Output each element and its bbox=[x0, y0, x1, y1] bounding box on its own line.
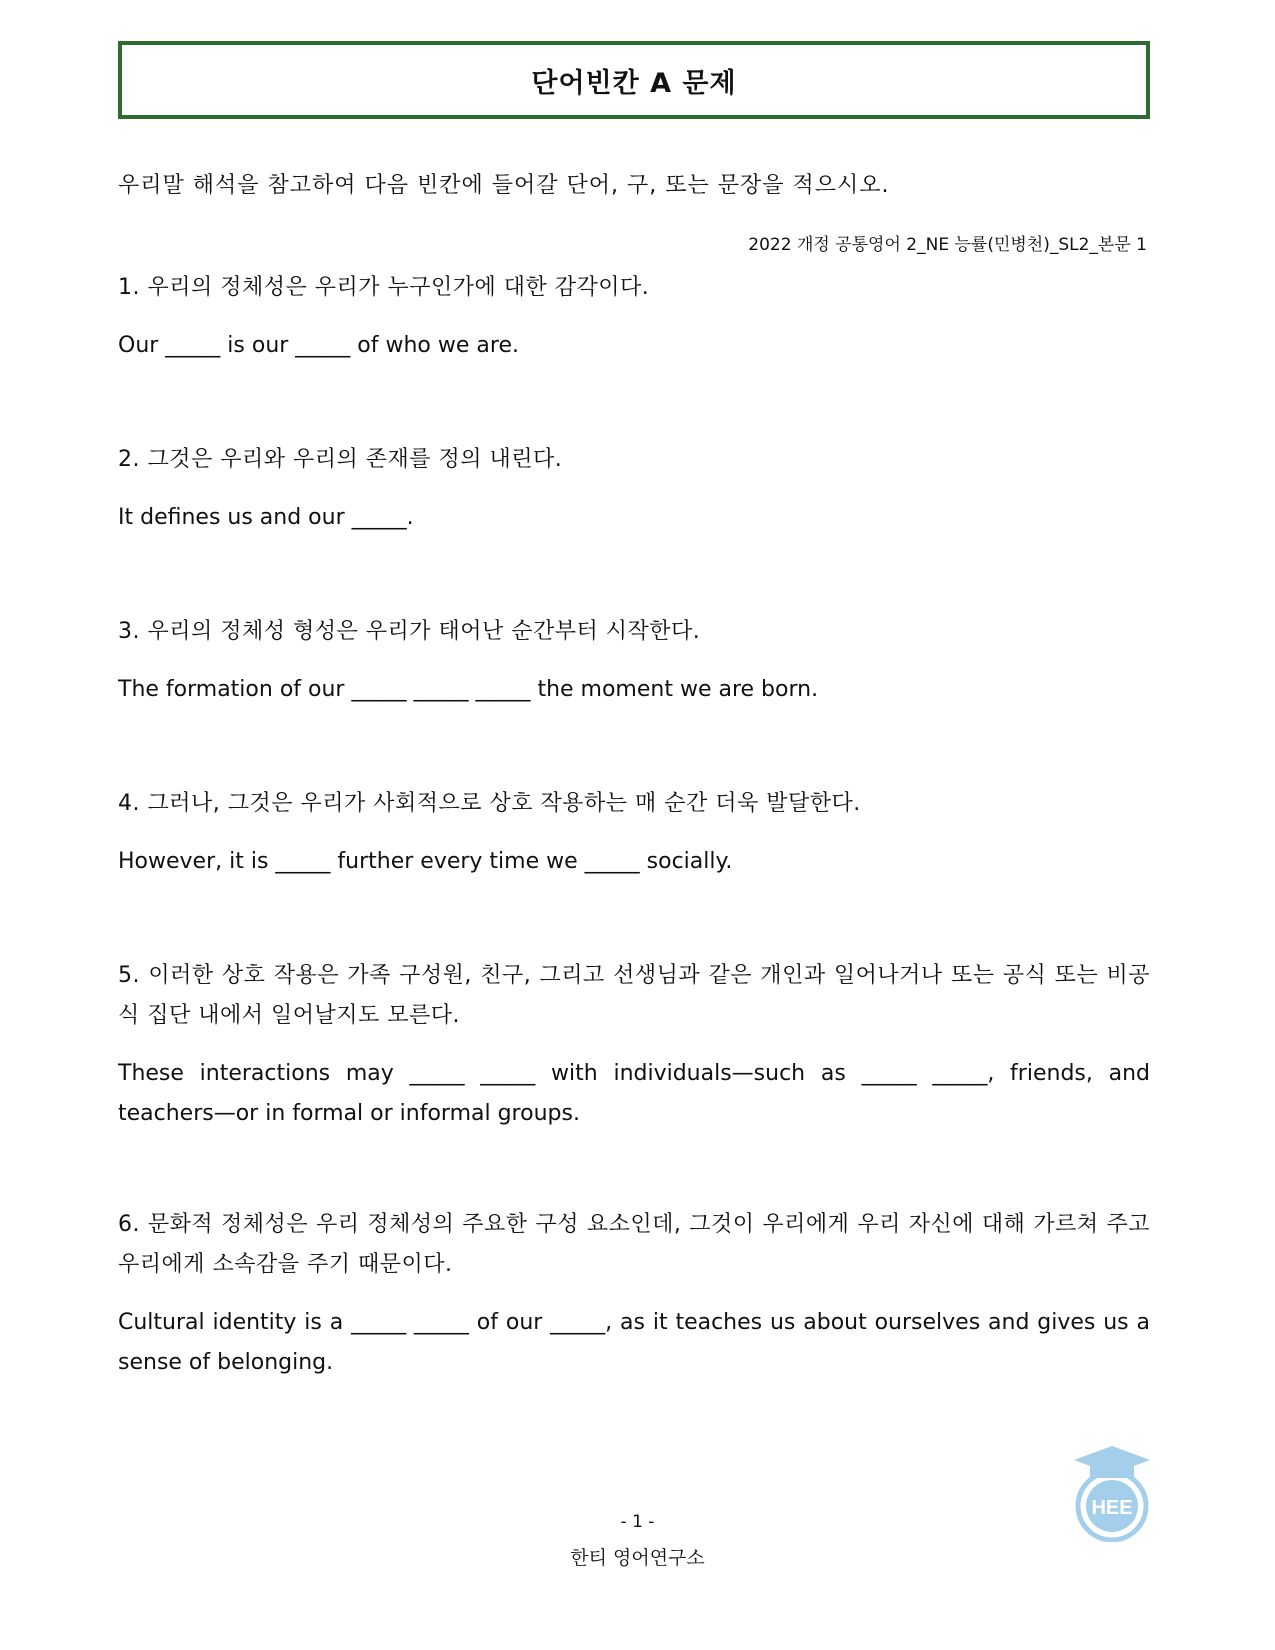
page-title: 단어빈칸 A 문제 bbox=[531, 67, 737, 99]
question-english: Our _____ is our _____ of who we are. bbox=[118, 333, 519, 358]
question-english: These interactions may _____ _____ with individuals—such as _____ _____, friends, and teachers—or in formal or informal groups. bbox=[118, 1061, 1150, 1126]
question-2 bbox=[118, 440, 1150, 538]
page-number: - 1 - bbox=[620, 1512, 655, 1532]
source-label: 2022 개정 공통영어 2_NE 능률(민병천)_SL2_본문 1 bbox=[748, 235, 1147, 255]
question-english: Cultural identity is a _____ _____ of our _____, as it teaches us about ourselves and gives us a sense of belonging. bbox=[118, 1310, 1150, 1375]
question-korean: 1. 우리의 정체성은 우리가 누구인가에 대한 감각이다. bbox=[118, 275, 650, 300]
question-korean: 6. 문화적 정체성은 우리 정체성의 주요한 구성 요소인데, 그것이 우리에게 우리 자신에 대해 가르쳐 주고 우리에게 소속감을 주기 때문이다. bbox=[118, 1212, 1150, 1277]
question-6 bbox=[118, 1205, 1150, 1383]
question-english: However, it is _____ further every time we _____ socially. bbox=[118, 849, 733, 874]
question-3 bbox=[118, 612, 1150, 710]
question-korean: 3. 우리의 정체성 형성은 우리가 태어난 순간부터 시작한다. bbox=[118, 619, 701, 644]
title-box bbox=[118, 41, 1150, 119]
question-english: The formation of our _____ _____ _____ the moment we are born. bbox=[118, 677, 819, 702]
question-4 bbox=[118, 784, 1150, 882]
question-1 bbox=[118, 268, 1150, 366]
question-english: It defines us and our _____. bbox=[118, 505, 414, 530]
instruction-text: 우리말 해석을 참고하여 다음 빈칸에 들어갈 단어, 구, 또는 문장을 적으시오. bbox=[118, 173, 890, 198]
logo-text: HEE bbox=[1091, 1497, 1133, 1519]
footer-publisher: 한티 영어연구소 bbox=[570, 1547, 705, 1569]
question-korean: 5. 이러한 상호 작용은 가족 구성원, 친구, 그리고 선생님과 같은 개인과 일어나거나 또는 공식 또는 비공식 집단 내에서 일어날지도 모른다. bbox=[118, 963, 1150, 1028]
question-korean: 2. 그것은 우리와 우리의 존재를 정의 내린다. bbox=[118, 447, 563, 472]
question-korean: 4. 그러나, 그것은 우리가 사회적으로 상호 작용하는 매 순간 더욱 발달한다. bbox=[118, 791, 861, 816]
question-5 bbox=[118, 956, 1150, 1134]
